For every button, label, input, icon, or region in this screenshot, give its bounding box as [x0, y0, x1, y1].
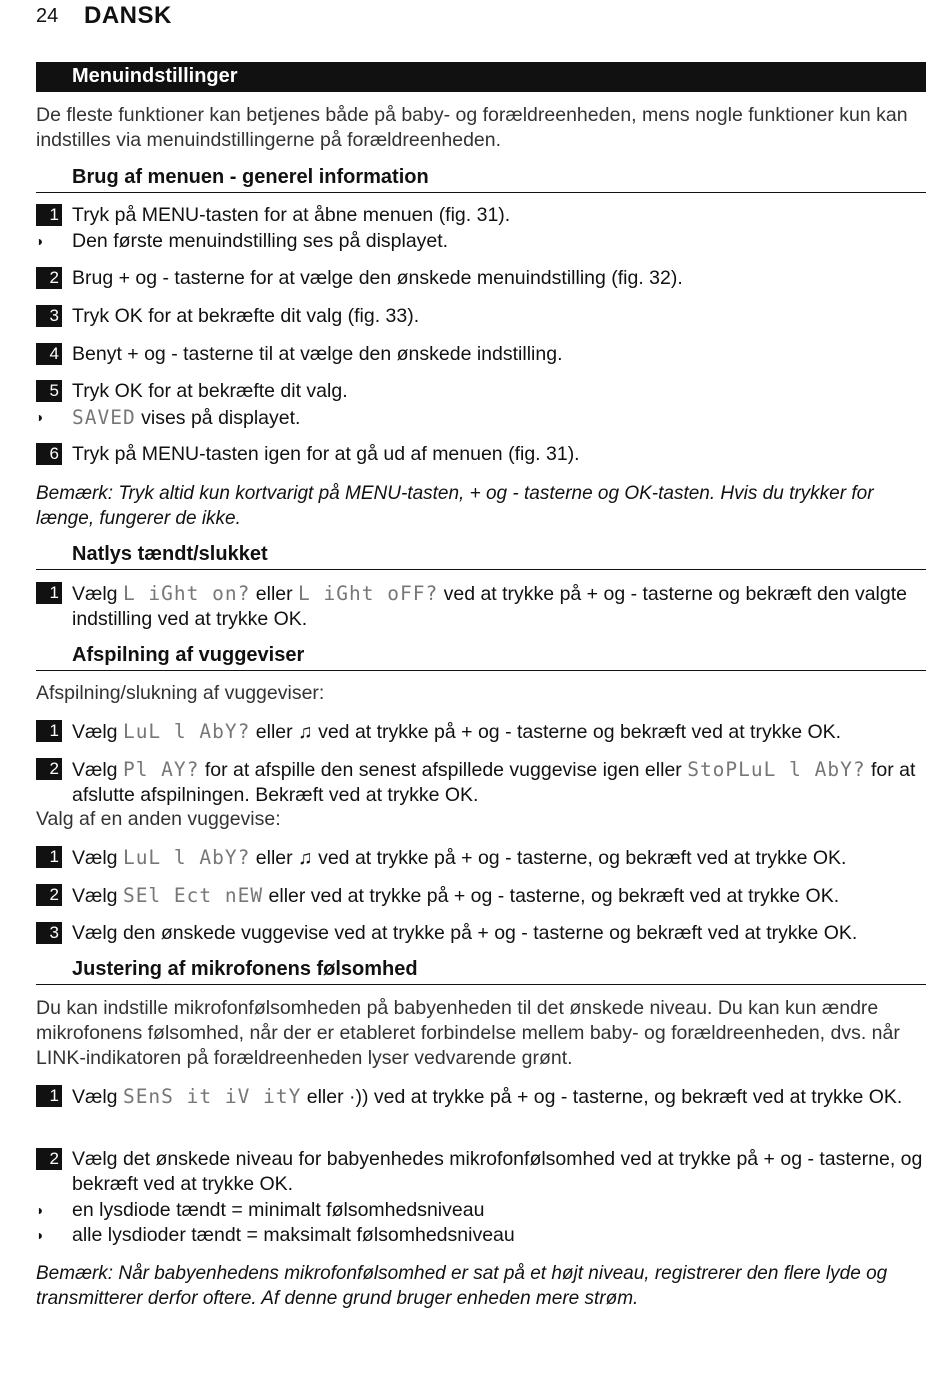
- lcd-text: StoPLuL l AbY?: [687, 758, 866, 781]
- bullet-arrow-icon: ◗: [36, 1202, 45, 1218]
- step-number: 2: [36, 884, 62, 906]
- step-text: Tryk OK for at bekræfte dit valg.: [72, 380, 348, 402]
- subheading-nightlight: [36, 543, 926, 570]
- subheading-nightlight-label: Natlys tændt/slukket: [72, 543, 268, 565]
- section-title-bar: [36, 62, 926, 92]
- bullet-text: [72, 405, 932, 431]
- note-mic: Bemærk: Når babyenhedens mikrofonfølsomhed er sat på et højt niveau, registrerer den flere lyde og transmitterer derfor oftere. Af denne grund bruger enheden mere strøm.: [36, 1263, 888, 1309]
- step-text: [72, 883, 932, 909]
- text-part: Vælg: [72, 847, 123, 869]
- bullet-arrow-icon: ◗: [36, 1227, 45, 1243]
- step-number: 3: [36, 922, 62, 944]
- step-number: 5: [36, 380, 62, 402]
- step-text: [72, 757, 932, 808]
- lcd-text: SAVED: [72, 406, 136, 429]
- text-part: eller ♫ ved at trykke på + og - tasterne og bekræft ved at trykke OK.: [250, 721, 842, 743]
- text-part: Vælg: [72, 759, 123, 781]
- step-number: 1: [36, 582, 62, 604]
- subheading-mic-label: Justering af mikrofonens følsomhed: [72, 958, 418, 980]
- page-number: 24: [36, 5, 59, 27]
- step-number: 1: [36, 846, 62, 868]
- bullet-text-rest: vises på displayet.: [135, 407, 301, 429]
- step-number: 3: [36, 305, 62, 327]
- step-number: 1: [36, 204, 62, 226]
- step-text: [72, 719, 932, 745]
- step-number: 4: [36, 343, 62, 365]
- step-number: 1: [36, 1085, 62, 1107]
- text-part: for at afslutte afspilningen. Bekræft ved at trykke OK.: [72, 759, 916, 806]
- lcd-text: LuL l AbY?: [122, 720, 251, 743]
- step-text: Vælg den ønskede vuggevise ved at trykke på + og - tasterne og bekræft ved at trykke OK.: [72, 922, 858, 944]
- bullet-text: Den første menuindstilling ses på displayet.: [72, 230, 449, 252]
- subheading-general-label: Brug af menuen - generel information: [72, 166, 429, 188]
- subheading-lullaby: [36, 644, 926, 671]
- step-text: Vælg det ønskede niveau for babyenhedes mikrofonfølsomhed ved at trykke på + og - tasterne, og bekræft ved at trykke OK.: [72, 1148, 923, 1195]
- sound-waves-icon: ·)): [349, 1086, 369, 1108]
- bullet-arrow-icon: ◗: [36, 233, 45, 249]
- text-part: Vælg: [72, 583, 123, 605]
- step-number: 2: [36, 267, 62, 289]
- lcd-text: SEnS it iV itY: [122, 1085, 302, 1108]
- step-number: 6: [36, 443, 62, 465]
- text-part: eller: [301, 1086, 350, 1108]
- mic-intro: Du kan indstille mikrofonfølsomheden på babyenheden til det ønskede niveau. Du kan kun ændre mikrofonens følsomhed, når der er etableret forbindelse mellem baby- og forældreenheden, dvs. når LINK-indikatoren på forældreenheden lyser vedvarende grønt.: [36, 997, 900, 1069]
- text-part: ved at trykke på + og - tasterne og bekræft den valgte indstilling ved at trykke OK.: [72, 583, 907, 630]
- lcd-text: Pl AY?: [122, 758, 200, 781]
- step-number: 1: [36, 720, 62, 742]
- lcd-text: L iGht oFF?: [298, 582, 439, 605]
- subheading-lullaby-label: Afspilning af vuggeviser: [72, 644, 305, 666]
- step-text: Brug + og - tasterne for at vælge den ønskede menuindstilling (fig. 32).: [72, 267, 683, 289]
- step-text: Tryk OK for at bekræfte dit valg (fig. 33).: [72, 305, 420, 327]
- note-general: Bemærk: Tryk altid kun kortvarigt på MENU-tasten, + og - tasterne og OK-tasten. Hvis du trykker for længe, fungerer de ikke.: [36, 483, 874, 529]
- bullet-arrow-icon: ◗: [36, 409, 45, 425]
- text-part: Vælg: [72, 721, 123, 743]
- text-part: ved at trykke på + og - tasterne, og bekræft ved at trykke OK.: [368, 1086, 903, 1108]
- step-text: [72, 845, 932, 871]
- section-title: Menuindstillinger: [72, 65, 238, 87]
- step-text: [72, 1084, 932, 1110]
- language-heading: DANSK: [84, 2, 172, 29]
- lcd-text: L iGht on?: [122, 582, 251, 605]
- step-number: 2: [36, 1148, 62, 1170]
- subheading-mic: [36, 958, 926, 985]
- text-part: Vælg: [72, 885, 123, 907]
- text-part: eller ♫ ved at trykke på + og - tasterne, og bekræft ved at trykke OK.: [250, 847, 847, 869]
- text-part: for at afspille den senest afspillede vuggevise igen eller: [199, 759, 688, 781]
- step-text: [72, 581, 932, 632]
- step-text: Tryk på MENU-tasten igen for at gå ud af menuen (fig. 31).: [72, 443, 580, 465]
- lcd-text: LuL l AbY?: [122, 846, 251, 869]
- text-part: eller: [250, 583, 299, 605]
- lcd-text: SEl Ect nEW: [122, 884, 264, 907]
- intro-paragraph: De fleste funktioner kan betjenes både på baby- og forældreenheden, mens nogle funktioner kun kan indstilles via menuindstillingerne på forældreenheden.: [36, 104, 908, 151]
- bullet-text: en lysdiode tændt = minimalt følsomhedsniveau: [72, 1199, 485, 1221]
- text-part: eller ved at trykke på + og - tasterne, og bekræft ved at trykke OK.: [263, 885, 840, 907]
- step-text: Benyt + og - tasterne til at vælge den ønskede indstilling.: [72, 343, 563, 365]
- bullet-text: alle lysdioder tændt = maksimalt følsomhedsniveau: [72, 1224, 515, 1246]
- lullaby-intro-1: Afspilning/slukning af vuggeviser:: [36, 682, 325, 704]
- step-number: 2: [36, 758, 62, 780]
- text-part: Vælg: [72, 1086, 123, 1108]
- step-text: Tryk på MENU-tasten for at åbne menuen (fig. 31).: [72, 204, 511, 226]
- subheading-general: [36, 166, 926, 193]
- lullaby-intro-2: Valg af en anden vuggevise:: [36, 808, 281, 830]
